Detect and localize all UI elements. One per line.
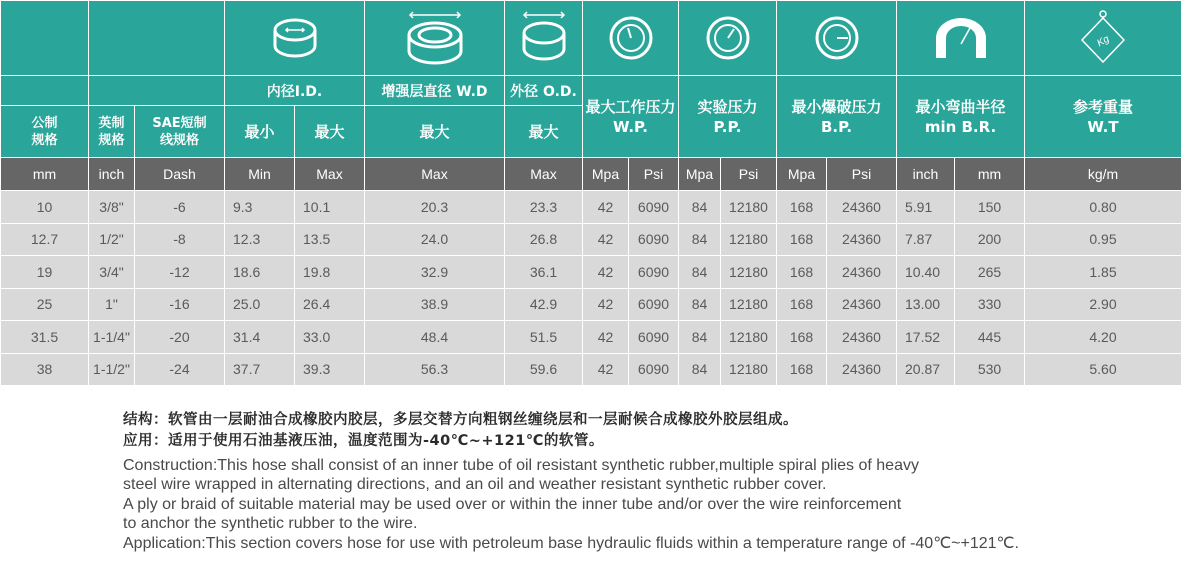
table-cell: 19.8 bbox=[295, 256, 365, 289]
table-cell: 7.87 bbox=[897, 223, 955, 256]
unit-cell: Psi bbox=[827, 158, 897, 191]
table-row bbox=[1, 191, 1181, 224]
table-cell: 33.0 bbox=[295, 321, 365, 354]
table-cell: 168 bbox=[777, 353, 827, 386]
table-cell: 3/4" bbox=[89, 256, 135, 289]
unit-cell: Min bbox=[225, 158, 295, 191]
unit-cell: mm bbox=[1, 158, 89, 191]
table-cell: 84 bbox=[679, 353, 721, 386]
description-en bbox=[123, 456, 1123, 553]
bp-icon-cell bbox=[777, 1, 897, 76]
units-row bbox=[1, 158, 1181, 191]
unit-cell: inch bbox=[897, 158, 955, 191]
wd-icon-cell bbox=[365, 1, 505, 76]
table-cell: 13.5 bbox=[295, 223, 365, 256]
id-max-label: 最大 bbox=[295, 106, 365, 158]
application-zh: 应用：适用于使用石油基液压油，温度范围为-40℃~+121℃的软管。 bbox=[123, 433, 604, 449]
id-icon-cell bbox=[225, 1, 365, 76]
description-en-line: steel wire wrapped in alternating directions, and an oil and weather resistant synthetic rubber cover. bbox=[123, 476, 827, 494]
table-cell: 84 bbox=[679, 321, 721, 354]
table-cell: 0.95 bbox=[1025, 223, 1181, 256]
description-en-line: Application:This section covers hose for use with petroleum base hydraulic fluids within a temperature range of -40℃~+121℃. bbox=[123, 534, 1019, 552]
table-row bbox=[1, 256, 1181, 289]
wp-label: 最大工作压力 W.P. bbox=[583, 76, 679, 158]
table-cell: 20.3 bbox=[365, 191, 505, 224]
unit-cell: Max bbox=[365, 158, 505, 191]
pp-label: 实验压力 P.P. bbox=[679, 76, 777, 158]
table-cell: 24360 bbox=[827, 223, 897, 256]
table-cell: 37.7 bbox=[225, 353, 295, 386]
table-cell: 1.85 bbox=[1025, 256, 1181, 289]
table-cell: 168 bbox=[777, 223, 827, 256]
table-cell: -24 bbox=[135, 353, 225, 386]
wd-max-label: 最大 bbox=[365, 106, 505, 158]
table-cell: 2.90 bbox=[1025, 288, 1181, 321]
table-cell: 5.60 bbox=[1025, 353, 1181, 386]
table-cell: 6090 bbox=[629, 191, 679, 224]
table-cell: 19 bbox=[1, 256, 89, 289]
unit-cell: Mpa bbox=[679, 158, 721, 191]
table-row bbox=[1, 321, 1181, 354]
unit-cell: mm bbox=[955, 158, 1025, 191]
inch-label: 英制 规格 bbox=[89, 106, 135, 158]
table-cell: 32.9 bbox=[365, 256, 505, 289]
table-cell: 36.1 bbox=[505, 256, 583, 289]
weight-icon bbox=[1078, 8, 1128, 68]
table-cell: 12.7 bbox=[1, 223, 89, 256]
table-cell: 330 bbox=[955, 288, 1025, 321]
table-cell: 31.5 bbox=[1, 321, 89, 354]
table-row bbox=[1, 288, 1181, 321]
table-cell: 445 bbox=[955, 321, 1025, 354]
table-cell: 168 bbox=[777, 256, 827, 289]
table-cell: 42.9 bbox=[505, 288, 583, 321]
gauge-icon bbox=[607, 14, 655, 62]
unit-cell: Max bbox=[505, 158, 583, 191]
table-cell: 42 bbox=[583, 321, 629, 354]
table-cell: 48.4 bbox=[365, 321, 505, 354]
table-cell: 39.3 bbox=[295, 353, 365, 386]
unit-cell: Dash bbox=[135, 158, 225, 191]
construction-zh: 结构：软管由一层耐油合成橡胶内胶层，多层交替方向粗钢丝缠绕层和一层耐候合成橡胶外胶层组成。 bbox=[123, 412, 798, 428]
table-cell: 5.91 bbox=[897, 191, 955, 224]
icon-row bbox=[1, 1, 1181, 76]
table-cell: 38 bbox=[1, 353, 89, 386]
table-cell: 9.3 bbox=[225, 191, 295, 224]
table-cell: 530 bbox=[955, 353, 1025, 386]
table-cell: 1" bbox=[89, 288, 135, 321]
id-label: 内径I.D. bbox=[225, 76, 365, 106]
table-cell: 24360 bbox=[827, 288, 897, 321]
table-cell: 1/2" bbox=[89, 223, 135, 256]
table-row bbox=[1, 223, 1181, 256]
table-cell: 84 bbox=[679, 256, 721, 289]
table-cell: 6090 bbox=[629, 353, 679, 386]
table-cell: 42 bbox=[583, 353, 629, 386]
table-cell: 84 bbox=[679, 288, 721, 321]
wt-label: 参考重量 W.T bbox=[1025, 76, 1181, 158]
table-cell: 26.8 bbox=[505, 223, 583, 256]
table-cell: 17.52 bbox=[897, 321, 955, 354]
od-max-label: 最大 bbox=[505, 106, 583, 158]
table-cell: 84 bbox=[679, 191, 721, 224]
table-cell: 12180 bbox=[721, 321, 777, 354]
table-cell: 12.3 bbox=[225, 223, 295, 256]
wt-icon-cell bbox=[1025, 1, 1181, 76]
table-cell: -16 bbox=[135, 288, 225, 321]
table-cell: 12180 bbox=[721, 191, 777, 224]
unit-cell: Psi bbox=[721, 158, 777, 191]
table-cell: 24.0 bbox=[365, 223, 505, 256]
table-cell: 24360 bbox=[827, 256, 897, 289]
br-label: 最小弯曲半径 min B.R. bbox=[897, 76, 1025, 158]
table-cell: 10 bbox=[1, 191, 89, 224]
table-row bbox=[1, 353, 1181, 386]
table-cell: -8 bbox=[135, 223, 225, 256]
table-cell: 150 bbox=[955, 191, 1025, 224]
table-cell: -6 bbox=[135, 191, 225, 224]
table-cell: 3/8" bbox=[89, 191, 135, 224]
table-cell: 25 bbox=[1, 288, 89, 321]
unit-cell: kg/m bbox=[1025, 158, 1181, 191]
table-cell: 265 bbox=[955, 256, 1025, 289]
table-cell: 24360 bbox=[827, 191, 897, 224]
table-cell: 10.40 bbox=[897, 256, 955, 289]
table-cell: 168 bbox=[777, 288, 827, 321]
wp-icon-cell bbox=[583, 1, 679, 76]
id-min-label: 最小 bbox=[225, 106, 295, 158]
reinforcement-diameter-icon bbox=[400, 9, 470, 67]
table-cell: 12180 bbox=[721, 223, 777, 256]
gauge-icon bbox=[813, 14, 861, 62]
sae-label: SAE短制 线规格 bbox=[135, 106, 225, 158]
table-cell: 13.00 bbox=[897, 288, 955, 321]
description-en-line: Construction:This hose shall consist of an inner tube of oil resistant synthetic rubber,multiple spiral plies of heavy bbox=[123, 457, 919, 474]
od-icon-cell bbox=[505, 1, 583, 76]
unit-cell: Mpa bbox=[777, 158, 827, 191]
svg-text:Kg: Kg bbox=[1095, 33, 1112, 50]
gauge-icon bbox=[704, 14, 752, 62]
table-cell: 1-1/2" bbox=[89, 353, 135, 386]
table-cell: 18.6 bbox=[225, 256, 295, 289]
table-cell: 20.87 bbox=[897, 353, 955, 386]
table-cell: 25.0 bbox=[225, 288, 295, 321]
table-cell: 42 bbox=[583, 223, 629, 256]
table-cell: 42 bbox=[583, 288, 629, 321]
description-en-line: to anchor the synthetic rubber to the wire. bbox=[123, 515, 418, 533]
pp-icon-cell bbox=[679, 1, 777, 76]
table-cell: 10.1 bbox=[295, 191, 365, 224]
inner-diameter-icon bbox=[271, 14, 319, 62]
outer-diameter-icon bbox=[518, 9, 570, 67]
description bbox=[123, 410, 1123, 553]
metric-label: 公制 规格 bbox=[1, 106, 89, 158]
table-cell: 4.20 bbox=[1025, 321, 1181, 354]
label-row bbox=[1, 76, 1181, 106]
table-cell: 6090 bbox=[629, 256, 679, 289]
table-cell: 51.5 bbox=[505, 321, 583, 354]
empty-header-cell bbox=[1, 1, 89, 76]
table-cell: 168 bbox=[777, 191, 827, 224]
table-cell: 12180 bbox=[721, 353, 777, 386]
table-cell: 42 bbox=[583, 191, 629, 224]
table-cell: -12 bbox=[135, 256, 225, 289]
table-cell: 23.3 bbox=[505, 191, 583, 224]
table-cell: 24360 bbox=[827, 321, 897, 354]
table-cell: 200 bbox=[955, 223, 1025, 256]
wd-label: 增强层直径 W.D bbox=[365, 76, 505, 106]
table-cell: 59.6 bbox=[505, 353, 583, 386]
table-cell: 1-1/4" bbox=[89, 321, 135, 354]
table-cell: 6090 bbox=[629, 223, 679, 256]
table-cell: -20 bbox=[135, 321, 225, 354]
unit-cell: inch bbox=[89, 158, 135, 191]
table-body bbox=[1, 191, 1181, 386]
empty-header-cell bbox=[89, 1, 225, 76]
table-cell: 0.80 bbox=[1025, 191, 1181, 224]
table-cell: 24360 bbox=[827, 353, 897, 386]
table-cell: 168 bbox=[777, 321, 827, 354]
od-label: 外径 O.D. bbox=[505, 76, 583, 106]
table-cell: 6090 bbox=[629, 321, 679, 354]
table-cell: 31.4 bbox=[225, 321, 295, 354]
table-cell: 38.9 bbox=[365, 288, 505, 321]
table-cell: 84 bbox=[679, 223, 721, 256]
table-cell: 12180 bbox=[721, 288, 777, 321]
bp-label: 最小爆破压力 B.P. bbox=[777, 76, 897, 158]
table-cell: 12180 bbox=[721, 256, 777, 289]
unit-cell: Psi bbox=[629, 158, 679, 191]
table-cell: 6090 bbox=[629, 288, 679, 321]
bend-radius-icon bbox=[930, 14, 992, 62]
br-icon-cell bbox=[897, 1, 1025, 76]
description-en-line: A ply or braid of suitable material may be used over or within the inner tube and/or over the wire reinforcement bbox=[123, 495, 902, 513]
table-cell: 26.4 bbox=[295, 288, 365, 321]
unit-cell: Mpa bbox=[583, 158, 629, 191]
table-cell: 42 bbox=[583, 256, 629, 289]
table-cell: 56.3 bbox=[365, 353, 505, 386]
unit-cell: Max bbox=[295, 158, 365, 191]
